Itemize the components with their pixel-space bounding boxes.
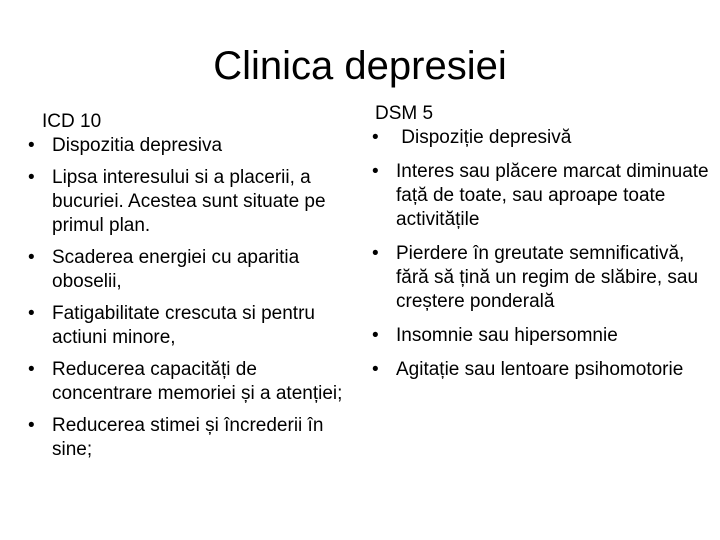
bullet-icon: •	[28, 303, 35, 324]
list-item: • Lipsa interesului si a placerii, a bucuriei. Acestea sunt situate pe primul plan.	[28, 167, 326, 236]
list-item: • Reducerea stimei și încrederii în sine;	[28, 415, 324, 460]
dsm5-list	[372, 126, 712, 382]
dsm5-heading: DSM 5	[375, 103, 434, 124]
list-item: • Dispozitia depresiva	[28, 135, 223, 156]
icd10-heading: ICD 10	[42, 111, 102, 132]
bullet-icon: •	[372, 127, 379, 148]
bullet-icon: •	[372, 161, 379, 182]
icd10-list	[28, 134, 358, 462]
list-item: • Dispoziție depresivă	[372, 127, 572, 148]
bullet-icon: •	[372, 359, 379, 380]
list-item: • Agitație sau lentoare psihomotorie	[372, 359, 684, 380]
list-item: • Scaderea energiei cu aparitia oboselii,	[28, 247, 300, 292]
bullet-icon: •	[372, 243, 379, 264]
list-item: • Insomnie sau hipersomnie	[372, 325, 618, 346]
bullet-icon: •	[28, 167, 35, 188]
list-item: • Reducerea capacități de concentrare memoriei și a atenției;	[28, 359, 343, 404]
list-item: • Fatigabilitate crescuta si pentru actiuni minore,	[28, 303, 315, 348]
bullet-icon: •	[372, 325, 379, 346]
bullet-icon: •	[28, 415, 35, 436]
bullet-icon: •	[28, 247, 35, 268]
slide-title: Clinica depresiei	[213, 44, 507, 88]
list-item: • Pierdere în greutate semnificativă, fără să țină un regim de slăbire, sau creștere ponderală	[372, 243, 699, 312]
dsm5-column	[372, 102, 712, 392]
icd10-column	[28, 110, 358, 470]
list-item: • Interes sau plăcere marcat diminuate față de toate, sau aproape toate activitățile	[372, 161, 709, 230]
bullet-icon: •	[28, 135, 35, 156]
bullet-icon: •	[28, 359, 35, 380]
